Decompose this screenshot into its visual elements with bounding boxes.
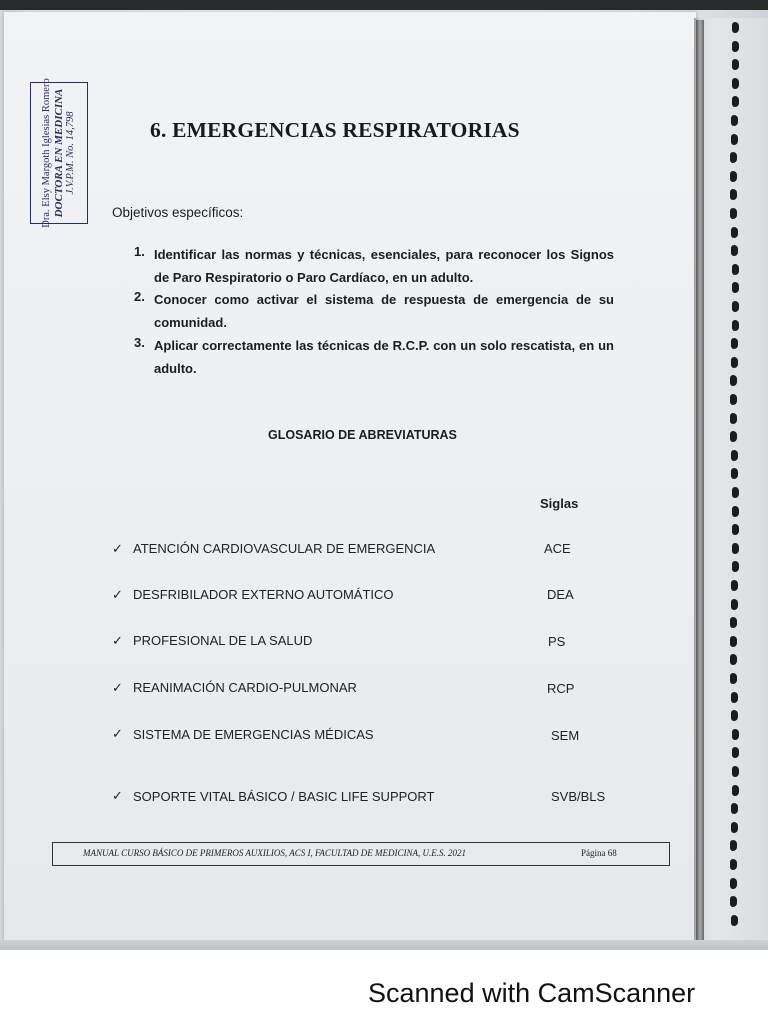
camscanner-watermark: Scanned with CamScanner [368,978,696,1008]
page-footer [52,842,670,866]
scan-top-edge [0,0,768,10]
binder-ring [730,859,737,870]
binder-ring [731,450,738,461]
binder-ring [730,152,737,163]
objective-text: Identificar las normas y técnicas, esenciales, para reconocer los Signos de Paro Respiratorio o Paro Cardíaco, en un adulto. [154,247,614,285]
glossary-term: SISTEMA DE EMERGENCIAS MÉDICAS [133,727,374,742]
glossary-abbreviation: DEA [547,587,574,602]
binder-ring [730,394,737,405]
binder-ring [732,41,739,52]
binder-ring [731,338,738,349]
binder-ring [730,878,737,889]
binder-ring [732,506,739,517]
stamp-name: Dra. Elsy Margoth Iglesias Romero [41,78,53,228]
checkmark-icon: ✓ [112,587,123,602]
doctor-stamp [30,78,88,228]
binder-ring [730,413,737,424]
binder-ring [730,171,737,182]
binder-ring [730,431,737,442]
glossary-term: PROFESIONAL DE LA SALUD [133,633,313,648]
binder-ring [732,301,739,312]
binder-ring [731,915,738,926]
binder-ring [731,227,738,238]
objective-text: Conocer como activar el sistema de respuesta de emergencia de su comunidad. [154,292,614,330]
binder-ring [732,766,739,777]
binder-ring [731,599,738,610]
checkmark-icon: ✓ [112,788,123,803]
objectives-heading: Objetivos específicos: [112,205,244,220]
binder-ring [731,357,738,368]
binder-ring [731,803,738,814]
glossary-term: SOPORTE VITAL BÁSICO / BASIC LIFE SUPPORT [133,789,435,804]
checkmark-icon: ✓ [112,680,123,695]
stamp-title: DOCTORA EN MEDICINA [52,88,65,218]
abbreviation-column-header: Siglas [540,496,579,511]
page-title: 6. EMERGENCIAS RESPIRATORIAS [150,118,520,142]
checkmark-icon: ✓ [112,541,123,556]
binder-ring [732,59,739,70]
glossary-abbreviation: SEM [551,728,580,743]
objective-text: Aplicar correctamente las técnicas de R.C.P. con un solo rescatista, en un adulto. [154,338,614,376]
binder-ring [730,617,737,628]
glossary-abbreviation: RCP [547,681,575,696]
binder-ring [732,487,739,498]
objective-number: 2. [134,289,145,304]
footer-text: MANUAL CURSO BÁSICO DE PRIMEROS AUXILIOS, ACS I, FACULTAD DE MEDICINA, U.E.S. 2021 [83,848,466,858]
page-number: Página 68 [581,848,617,858]
binder-ring [731,710,738,721]
binder-ring [731,692,738,703]
binder-ring [730,636,737,647]
glossary-abbreviation: SVB/BLS [551,789,606,804]
binder-ring [732,320,739,331]
binder-ring [732,785,739,796]
binder-ring [731,245,738,256]
glossary-term: DESFRIBILADOR EXTERNO AUTOMÁTICO [133,587,394,602]
stamp-registration: J.V.P.M. No. 14,798 [65,111,77,195]
glossary-abbreviation: ACE [544,541,571,556]
binder-ring [732,264,739,275]
binder-ring [730,673,737,684]
binder-ring [732,543,739,554]
binder-ring [732,78,739,89]
glossary-term: REANIMACIÓN CARDIO-PULMONAR [133,680,357,695]
binder-ring [731,580,738,591]
binder-ring [731,822,738,833]
glossary-term: ATENCIÓN CARDIOVASCULAR DE EMERGENCIA [133,541,436,556]
binder-ring [731,115,738,126]
binder-ring [732,729,739,740]
binder-ring [731,134,738,145]
checkmark-icon: ✓ [112,726,123,741]
scan-bottom-edge [0,940,768,950]
binder-ring [732,22,739,33]
binder-ring [730,896,737,907]
objective-number: 3. [134,335,145,350]
binder-ring [730,208,737,219]
binder-ring [732,524,739,535]
checkmark-icon: ✓ [112,633,123,648]
glossary-heading: GLOSARIO DE ABREVIATURAS [268,428,457,442]
glossary-abbreviation: PS [548,634,566,649]
objective-number: 1. [134,244,145,259]
binder-rod [696,20,704,945]
